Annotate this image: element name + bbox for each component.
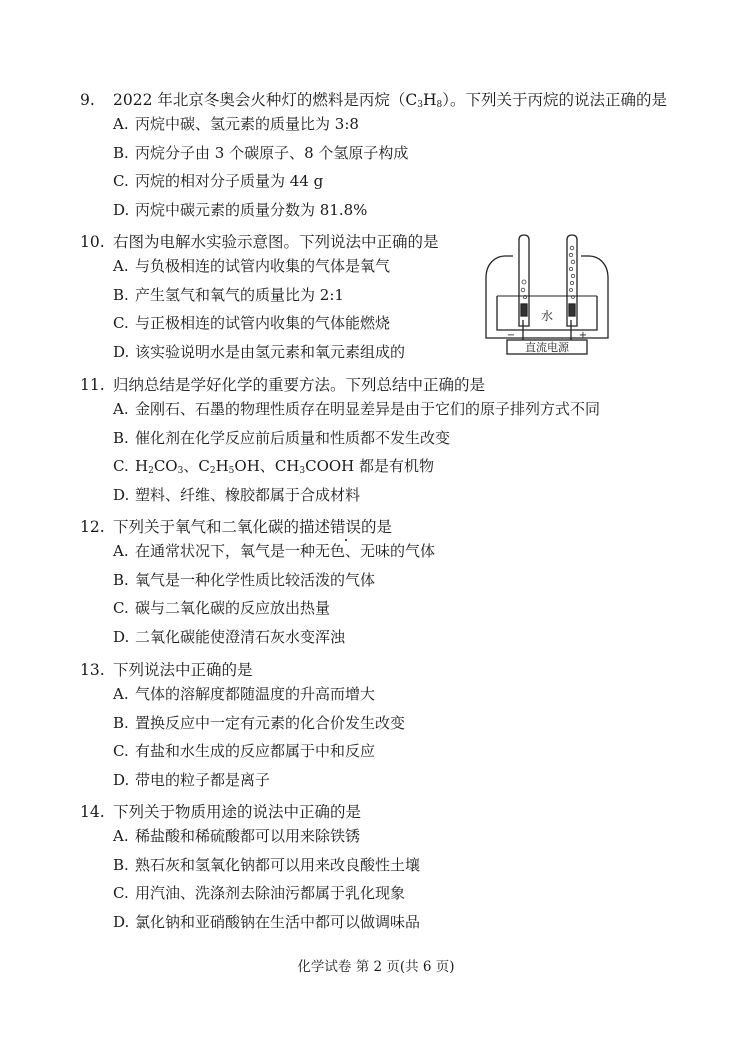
question-number: 11.: [80, 376, 105, 394]
option-text: 稀盐酸和稀硫酸都可以用来除铁锈: [135, 827, 361, 845]
option-b: [80, 570, 700, 599]
subscript: 2: [148, 466, 154, 476]
trough: [486, 278, 608, 338]
formula-part: CO: [153, 457, 178, 475]
question-text: [113, 517, 392, 541]
option-letter: D.: [113, 485, 130, 504]
option-text: 有盐和水生成的反应都属于中和反应: [135, 742, 376, 760]
formula-part: H: [215, 457, 229, 475]
option-c: [80, 171, 700, 200]
option-d: [80, 912, 700, 941]
option-text: 用汽油、洗涤剂去除油污都属于乳化现象: [135, 884, 406, 902]
option-text: 金刚石、石墨的物理性质存在明显差异是由于它们的原子排列方式不同: [135, 400, 601, 418]
option-text: 碳与二氧化碳的反应放出热量: [135, 599, 331, 617]
option-text: 塑料、纤维、橡胶都属于合成材料: [135, 485, 361, 504]
question-text: [113, 90, 667, 114]
subscript: 3: [177, 466, 184, 476]
option-text: 丙烷的相对分子质量为 44 g: [135, 172, 324, 190]
question-stem: [80, 375, 700, 399]
option-text: 与负极相连的试管内收集的气体是氧气: [135, 257, 391, 275]
emphasis-text: 错误: [330, 518, 362, 536]
option-text: 该实验说明水是由氢元素和氧元素组成的: [135, 342, 406, 361]
option-text: 与正极相连的试管内收集的气体能燃烧: [135, 314, 391, 332]
stem-part: H: [422, 91, 437, 109]
option-a: [80, 541, 700, 570]
electrolysis-diagram: [483, 234, 611, 358]
question-text: 下列说法中正确的是: [113, 661, 253, 679]
subscript: 3: [299, 466, 306, 476]
right-electrode: [569, 304, 575, 316]
question-text: 右图为电解水实验示意图。下列说法中正确的是: [113, 233, 439, 251]
trough-rim: [486, 256, 608, 278]
question-9: [80, 90, 700, 228]
option-letter: B.: [113, 855, 129, 874]
option-letter: D.: [113, 912, 130, 931]
option-text: 气体的溶解度都随温度的升高而增大: [135, 685, 376, 703]
option-letter: D.: [113, 342, 130, 361]
option-a: [80, 684, 700, 713]
question-text: 归纳总结是学好化学的重要方法。下列总结中正确的是: [113, 376, 486, 394]
option-letter: A.: [113, 400, 129, 418]
option-letter: D.: [113, 200, 130, 219]
formula-part: H: [135, 457, 149, 475]
water-label: 水: [540, 309, 554, 323]
subscript: 8: [436, 100, 443, 110]
option-text: 丙烷中碳、氢元素的质量比为 3:8: [135, 115, 359, 133]
option-text: 在通常状况下，氧气是一种无色、无味的气体: [135, 542, 436, 560]
power-label: 直流电源: [525, 341, 569, 354]
question-stem: [80, 90, 700, 114]
option-text: 氯化钠和亚硝酸钠在生活中都可以做调味品: [135, 912, 421, 931]
page-footer: 化学试卷 第 2 页(共 6 页): [297, 959, 455, 975]
option-b: [80, 143, 700, 172]
option-c: [80, 456, 700, 485]
question-11: [80, 375, 700, 513]
option-a: [80, 826, 700, 855]
formula-part: OH: [234, 457, 260, 475]
question-stem: [80, 802, 700, 826]
option-d: [80, 485, 700, 514]
option-letter: A.: [113, 685, 129, 703]
option-d: [80, 627, 700, 656]
option-letter: A.: [113, 542, 129, 560]
stem-part: 2022 年北京冬奥会火种灯的燃料是丙烷（C: [113, 91, 418, 109]
question-stem: [80, 517, 700, 541]
formula-tail: 都是有机物: [354, 457, 435, 475]
question-14: [80, 802, 700, 940]
question-12: [80, 517, 700, 655]
option-letter: D.: [113, 770, 130, 789]
option-text: 氧气是一种化学性质比较活泼的气体: [135, 570, 376, 589]
option-d: [80, 770, 700, 799]
negative-sign: −: [506, 330, 516, 341]
option-letter: C.: [113, 457, 129, 475]
option-text: 带电的粒子都是离子: [135, 770, 271, 789]
option-letter: C.: [113, 314, 129, 332]
question-13: [80, 660, 700, 798]
separator: 、: [183, 457, 199, 475]
option-text: 丙烷分子由 3 个碳原子、8 个氢原子构成: [135, 143, 409, 162]
option-letter: A.: [113, 827, 129, 845]
stem-part: 的是: [361, 518, 393, 536]
option-letter: B.: [113, 570, 129, 589]
question-number: 12.: [80, 518, 105, 536]
option-letter: C.: [113, 884, 129, 902]
option-letter: C.: [113, 742, 129, 760]
question-number: 9.: [80, 91, 95, 109]
option-c: [80, 741, 700, 770]
left-electrode: [521, 304, 527, 316]
subscript: 3: [417, 100, 423, 110]
option-b: [80, 855, 700, 884]
option-letter: B.: [113, 428, 129, 447]
option-d: [80, 200, 700, 229]
formula-part: COOH: [305, 457, 355, 475]
option-text: 置换反应中一定有元素的化合价发生改变: [135, 713, 406, 732]
option-text: 丙烷中碳元素的质量分数为 81.8%: [135, 200, 368, 219]
question-number: 14.: [80, 803, 105, 821]
option-text: 产生氢气和氧气的质量比为 2:1: [135, 285, 344, 304]
question-number: 13.: [80, 661, 105, 679]
stem-part: ）。下列关于丙烷的说法正确的是: [442, 91, 667, 109]
option-letter: C.: [113, 172, 129, 190]
option-letter: B.: [113, 713, 129, 732]
formula-part: CH: [274, 457, 300, 475]
option-letter: A.: [113, 115, 129, 133]
option-text: 二氧化碳能使澄清石灰水变浑浊: [135, 627, 346, 646]
option-letter: C.: [113, 599, 129, 617]
option-a: [80, 114, 700, 143]
option-c: [80, 598, 700, 627]
option-b: [80, 713, 700, 742]
option-text-formulas: [135, 456, 434, 485]
option-text: 催化剂在化学反应前后质量和性质都不发生改变: [135, 428, 451, 447]
option-a: [80, 399, 700, 428]
question-text: 下列关于物质用途的说法中正确的是: [113, 803, 362, 821]
option-letter: B.: [113, 143, 129, 162]
stem-part: 下列关于氧气和二氧化碳的描述: [113, 518, 331, 536]
subscript: 5: [228, 466, 235, 476]
option-letter: A.: [113, 257, 129, 275]
option-b: [80, 428, 700, 457]
positive-sign: +: [578, 330, 588, 341]
option-text: 熟石灰和氢氧化钠都可以用来改良酸性土壤: [135, 855, 421, 874]
option-letter: D.: [113, 627, 130, 646]
formula-part: C: [198, 457, 210, 475]
question-stem: [80, 660, 700, 684]
option-letter: B.: [113, 285, 129, 304]
electrolysis-apparatus-image: [483, 234, 611, 358]
subscript: 2: [209, 466, 216, 476]
separator: 、: [259, 457, 275, 475]
question-number: 10.: [80, 233, 105, 251]
option-c: [80, 883, 700, 912]
